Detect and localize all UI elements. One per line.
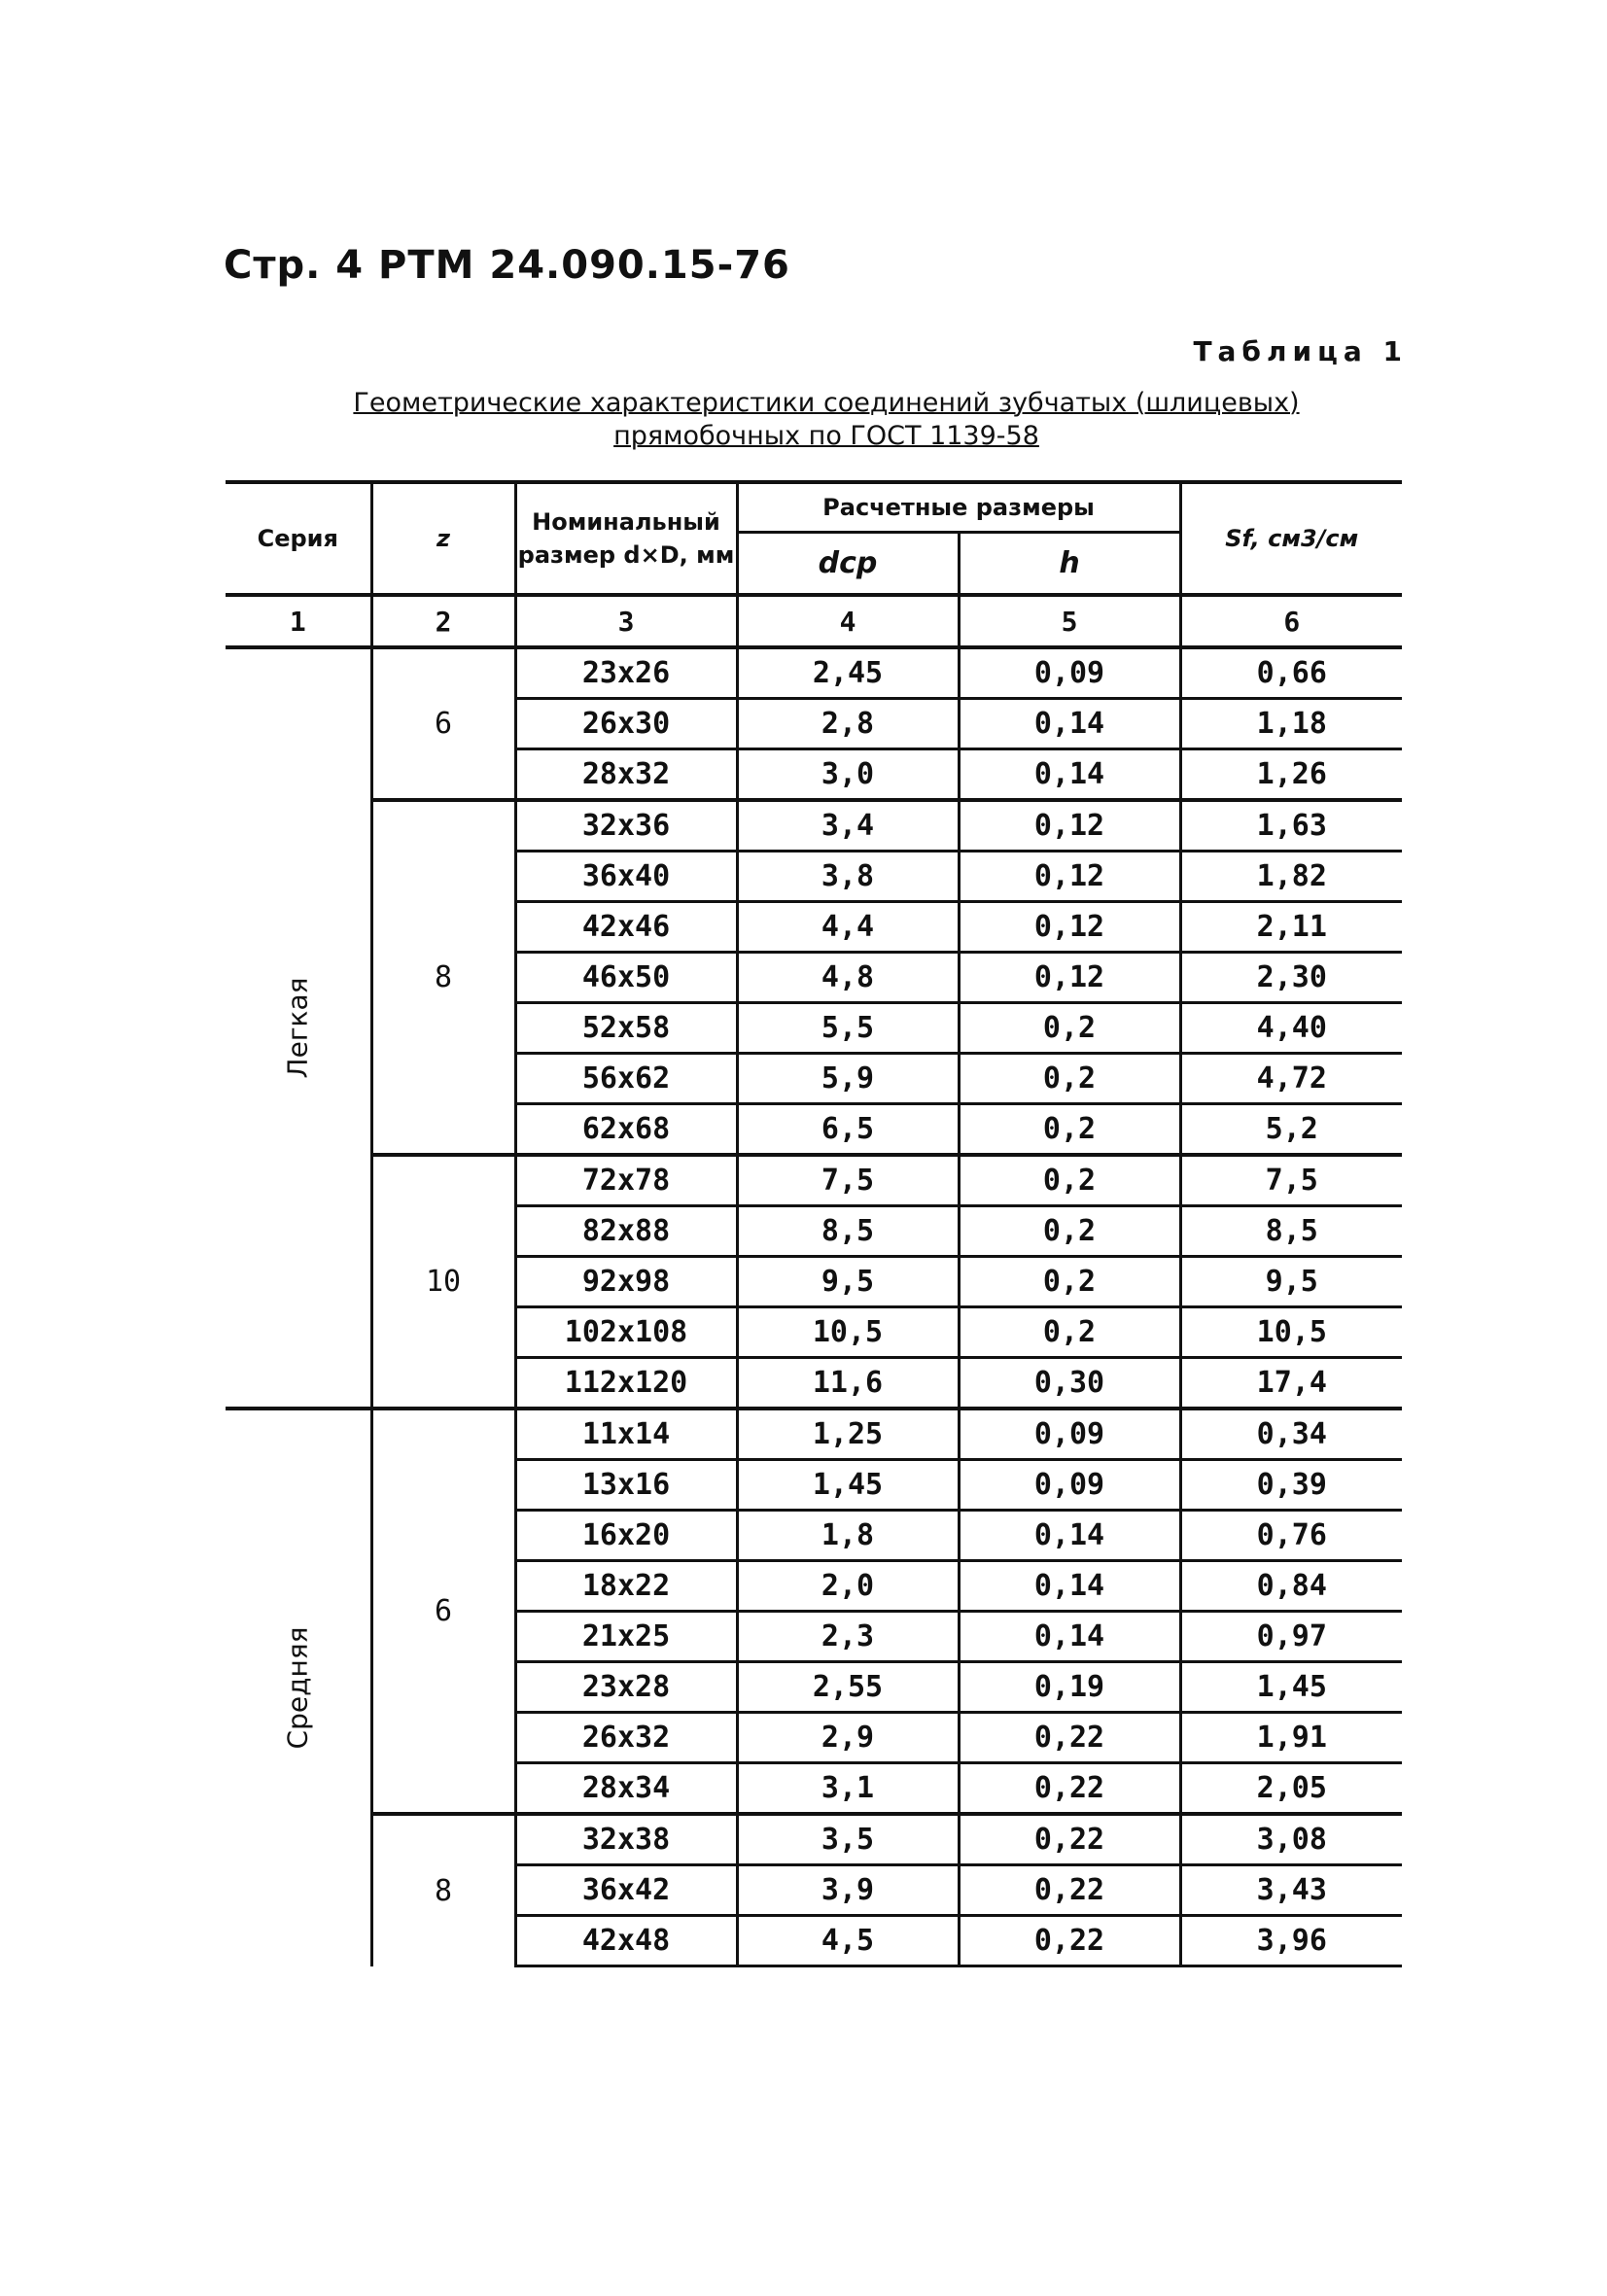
nominal-size-cell: 11x14 xyxy=(515,1409,737,1460)
h-cell: 0,22 xyxy=(959,1763,1180,1815)
page-header: Стр. 4 РТМ 24.090.15-76 xyxy=(224,243,790,288)
h-cell: 0,2 xyxy=(959,1257,1180,1307)
h-cell: 0,09 xyxy=(959,1409,1180,1460)
header-nominal: Номинальный размер d×D, мм xyxy=(515,482,737,595)
h-cell: 0,14 xyxy=(959,1511,1180,1561)
table-label: Таблица 1 xyxy=(1193,335,1408,367)
h-cell: 0,12 xyxy=(959,902,1180,953)
nominal-size-cell: 62x68 xyxy=(515,1104,737,1156)
nominal-size-cell: 112x120 xyxy=(515,1358,737,1409)
table-row xyxy=(226,647,1402,699)
nominal-size-cell: 28x34 xyxy=(515,1763,737,1815)
sf-cell: 0,97 xyxy=(1180,1612,1402,1662)
sf-cell: 0,76 xyxy=(1180,1511,1402,1561)
h-cell: 0,14 xyxy=(959,1612,1180,1662)
h-cell: 0,12 xyxy=(959,852,1180,902)
dcp-cell: 10,5 xyxy=(737,1307,959,1358)
nominal-size-cell: 28x32 xyxy=(515,749,737,801)
sf-cell: 0,34 xyxy=(1180,1409,1402,1460)
dcp-cell: 3,0 xyxy=(737,749,959,801)
nominal-size-cell: 23x26 xyxy=(515,647,737,699)
table-row xyxy=(226,800,1402,852)
dcp-cell: 3,9 xyxy=(737,1865,959,1916)
table-row xyxy=(226,1814,1402,1865)
nominal-size-cell: 26x32 xyxy=(515,1713,737,1763)
h-cell: 0,30 xyxy=(959,1358,1180,1409)
sf-cell: 0,66 xyxy=(1180,647,1402,699)
dcp-cell: 1,8 xyxy=(737,1511,959,1561)
nominal-size-cell: 26x30 xyxy=(515,699,737,749)
nominal-size-cell: 32x36 xyxy=(515,800,737,852)
sf-cell: 0,84 xyxy=(1180,1561,1402,1612)
col-num-2: 2 xyxy=(371,595,515,647)
dcp-cell: 1,45 xyxy=(737,1460,959,1511)
nominal-size-cell: 13x16 xyxy=(515,1460,737,1511)
col-num-5: 5 xyxy=(959,595,1180,647)
dcp-cell: 5,9 xyxy=(737,1054,959,1104)
h-cell: 0,12 xyxy=(959,800,1180,852)
sf-cell: 1,82 xyxy=(1180,852,1402,902)
dcp-cell: 2,9 xyxy=(737,1713,959,1763)
dcp-cell: 4,4 xyxy=(737,902,959,953)
dcp-cell: 3,8 xyxy=(737,852,959,902)
h-cell: 0,2 xyxy=(959,1307,1180,1358)
col-num-4: 4 xyxy=(737,595,959,647)
header-sf: Sf, см3/см xyxy=(1180,482,1402,595)
h-cell: 0,2 xyxy=(959,1003,1180,1054)
nominal-size-cell: 36x42 xyxy=(515,1865,737,1916)
dcp-cell: 11,6 xyxy=(737,1358,959,1409)
nominal-size-cell: 72x78 xyxy=(515,1155,737,1206)
series-name: Средняя xyxy=(281,1626,314,1750)
sf-cell: 2,30 xyxy=(1180,953,1402,1003)
sf-cell: 10,5 xyxy=(1180,1307,1402,1358)
sf-cell: 3,96 xyxy=(1180,1916,1402,1966)
dcp-cell: 3,1 xyxy=(737,1763,959,1815)
h-cell: 0,22 xyxy=(959,1916,1180,1966)
nominal-size-cell: 92x98 xyxy=(515,1257,737,1307)
dcp-cell: 9,5 xyxy=(737,1257,959,1307)
spline-table xyxy=(226,480,1402,1967)
sf-cell: 0,39 xyxy=(1180,1460,1402,1511)
header-z: z xyxy=(371,482,515,595)
nominal-size-cell: 56x62 xyxy=(515,1054,737,1104)
sf-cell: 1,45 xyxy=(1180,1662,1402,1713)
sf-cell: 3,43 xyxy=(1180,1865,1402,1916)
h-cell: 0,22 xyxy=(959,1814,1180,1865)
dcp-cell: 7,5 xyxy=(737,1155,959,1206)
table-row xyxy=(226,1409,1402,1460)
z-cell: 8 xyxy=(371,800,515,1155)
nominal-size-cell: 102x108 xyxy=(515,1307,737,1358)
sf-cell: 1,91 xyxy=(1180,1713,1402,1763)
nominal-size-cell: 46x50 xyxy=(515,953,737,1003)
sf-cell: 17,4 xyxy=(1180,1358,1402,1409)
nominal-size-cell: 42x46 xyxy=(515,902,737,953)
dcp-cell: 1,25 xyxy=(737,1409,959,1460)
sf-cell: 4,40 xyxy=(1180,1003,1402,1054)
dcp-cell: 4,5 xyxy=(737,1916,959,1966)
sf-cell: 4,72 xyxy=(1180,1054,1402,1104)
nominal-size-cell: 36x40 xyxy=(515,852,737,902)
dcp-cell: 3,4 xyxy=(737,800,959,852)
dcp-cell: 6,5 xyxy=(737,1104,959,1156)
nominal-size-cell: 18x22 xyxy=(515,1561,737,1612)
sf-cell: 2,05 xyxy=(1180,1763,1402,1815)
dcp-cell: 2,55 xyxy=(737,1662,959,1713)
h-cell: 0,09 xyxy=(959,647,1180,699)
h-cell: 0,2 xyxy=(959,1155,1180,1206)
sf-cell: 3,08 xyxy=(1180,1814,1402,1865)
dcp-cell: 3,5 xyxy=(737,1814,959,1865)
col-num-3: 3 xyxy=(515,595,737,647)
series-name: Легкая xyxy=(281,977,314,1079)
col-num-6: 6 xyxy=(1180,595,1402,647)
nominal-size-cell: 82x88 xyxy=(515,1206,737,1257)
col-num-1: 1 xyxy=(226,595,371,647)
h-cell: 0,12 xyxy=(959,953,1180,1003)
series-cell xyxy=(226,647,371,1409)
dcp-cell: 2,45 xyxy=(737,647,959,699)
dcp-cell: 4,8 xyxy=(737,953,959,1003)
dcp-cell: 2,0 xyxy=(737,1561,959,1612)
h-cell: 0,22 xyxy=(959,1865,1180,1916)
nominal-size-cell: 21x25 xyxy=(515,1612,737,1662)
sf-cell: 1,63 xyxy=(1180,800,1402,852)
table-body xyxy=(226,647,1402,1966)
sf-cell: 1,26 xyxy=(1180,749,1402,801)
header-series: Серия xyxy=(226,482,371,595)
nominal-size-cell: 32x38 xyxy=(515,1814,737,1865)
h-cell: 0,14 xyxy=(959,1561,1180,1612)
nominal-size-cell: 42x48 xyxy=(515,1916,737,1966)
nominal-size-cell: 23x28 xyxy=(515,1662,737,1713)
dcp-cell: 2,3 xyxy=(737,1612,959,1662)
z-cell: 6 xyxy=(371,1409,515,1814)
dcp-cell: 5,5 xyxy=(737,1003,959,1054)
nominal-size-cell: 16x20 xyxy=(515,1511,737,1561)
h-cell: 0,2 xyxy=(959,1054,1180,1104)
nominal-size-cell: 52x58 xyxy=(515,1003,737,1054)
header-h: h xyxy=(959,533,1180,596)
dcp-cell: 2,8 xyxy=(737,699,959,749)
sf-cell: 5,2 xyxy=(1180,1104,1402,1156)
sf-cell: 2,11 xyxy=(1180,902,1402,953)
z-cell: 10 xyxy=(371,1155,515,1409)
h-cell: 0,19 xyxy=(959,1662,1180,1713)
h-cell: 0,22 xyxy=(959,1713,1180,1763)
table-caption xyxy=(233,387,1419,453)
table-row xyxy=(226,1155,1402,1206)
h-cell: 0,2 xyxy=(959,1104,1180,1156)
header-dcp: dcp xyxy=(737,533,959,596)
sf-cell: 8,5 xyxy=(1180,1206,1402,1257)
h-cell: 0,14 xyxy=(959,749,1180,801)
h-cell: 0,2 xyxy=(959,1206,1180,1257)
header-calculated: Расчетные размеры xyxy=(737,482,1180,533)
caption-line-2: прямобочных по ГОСТ 1139-58 xyxy=(613,421,1039,451)
dcp-cell: 8,5 xyxy=(737,1206,959,1257)
sf-cell: 7,5 xyxy=(1180,1155,1402,1206)
series-cell xyxy=(226,1409,371,1966)
h-cell: 0,09 xyxy=(959,1460,1180,1511)
z-cell: 8 xyxy=(371,1814,515,1966)
caption-line-1: Геометрические характеристики соединений зубчатых (шлицевых) xyxy=(353,388,1300,418)
sf-cell: 1,18 xyxy=(1180,699,1402,749)
h-cell: 0,14 xyxy=(959,699,1180,749)
sf-cell: 9,5 xyxy=(1180,1257,1402,1307)
z-cell: 6 xyxy=(371,647,515,800)
